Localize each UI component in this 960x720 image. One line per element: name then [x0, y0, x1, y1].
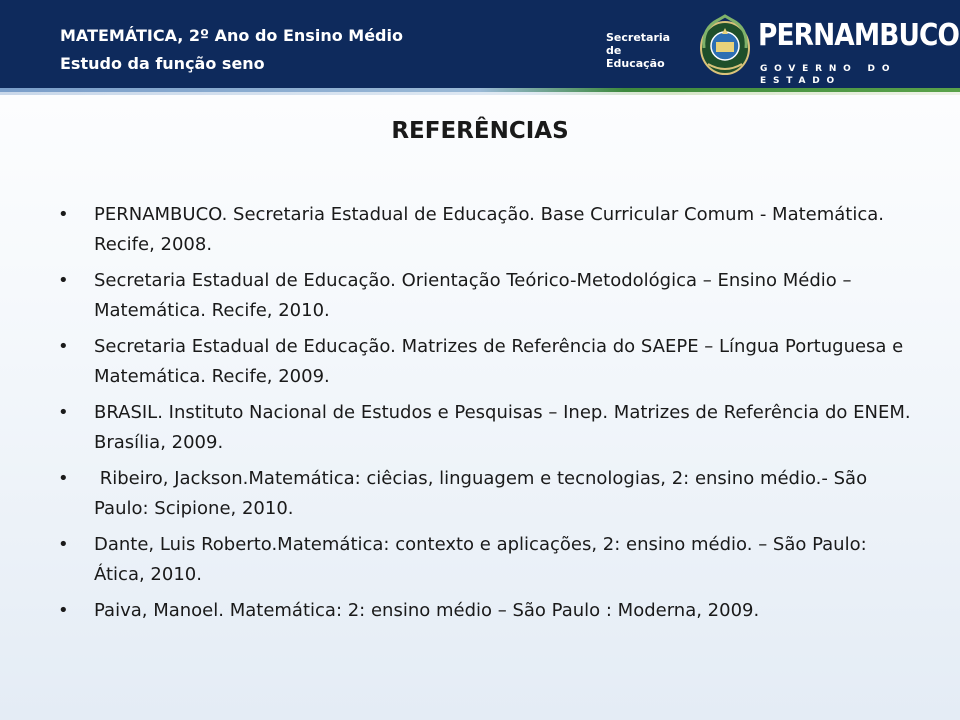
secretaria-line-2: Educação	[606, 57, 665, 70]
brand-subtitle: GOVERNO DO ESTADO	[760, 64, 897, 86]
slide-title: REFERÊNCIAS	[391, 118, 569, 144]
secretaria-line-1: Secretaria de	[606, 31, 671, 57]
reference-text: Secretaria Estadual de Educação. Orientação Teórico-Metodológica – Ensino Médio – Matemática. Recife, 2010.	[94, 270, 852, 321]
reference-text: BRASIL. Instituto Nacional de Estudos e Pesquisas – Inep. Matrizes de Referência do ENEM. Brasília, 2009.	[94, 402, 911, 453]
bullet-icon: •	[58, 336, 69, 357]
list-item	[54, 596, 914, 626]
reference-list	[54, 200, 914, 632]
reference-text: Paiva, Manoel. Matemática: 2: ensino médio – São Paulo : Moderna, 2009.	[94, 600, 760, 621]
reference-text: PERNAMBUCO. Secretaria Estadual de Educação. Base Curricular Comum - Matemática. Recife, 2008.	[94, 204, 885, 255]
list-item	[54, 530, 914, 590]
bullet-icon: •	[58, 270, 69, 291]
list-item	[54, 200, 914, 260]
header-bar	[0, 0, 960, 88]
header-stripe-light	[0, 92, 960, 95]
secretaria-label	[606, 31, 686, 70]
list-item	[54, 332, 914, 392]
bullet-icon: •	[58, 468, 69, 489]
bullet-icon: •	[58, 402, 69, 423]
bullet-icon: •	[58, 534, 69, 555]
bullet-icon: •	[58, 204, 69, 225]
list-item	[54, 464, 914, 524]
reference-text: Secretaria Estadual de Educação. Matrizes de Referência do SAEPE – Língua Portuguesa e Matemática. Recife, 2009.	[94, 336, 904, 387]
bullet-icon: •	[58, 600, 69, 621]
reference-text: Dante, Luis Roberto.Matemática: contexto e aplicações, 2: ensino médio. – São Paulo: Ática, 2010.	[94, 534, 867, 585]
course-title: MATEMÁTICA, 2º Ano do Ensino Médio	[60, 26, 403, 45]
list-item	[54, 398, 914, 458]
pernambuco-coat-of-arms-icon	[698, 14, 752, 76]
lesson-subtitle: Estudo da função seno	[60, 54, 265, 73]
list-item	[54, 266, 914, 326]
reference-text: Ribeiro, Jackson.Matemática: ciêcias, linguagem e tecnologias, 2: ensino médio.- São Paulo: Scipione, 2010.	[94, 468, 873, 519]
brand-name: PERNAMBUCO	[758, 18, 960, 53]
